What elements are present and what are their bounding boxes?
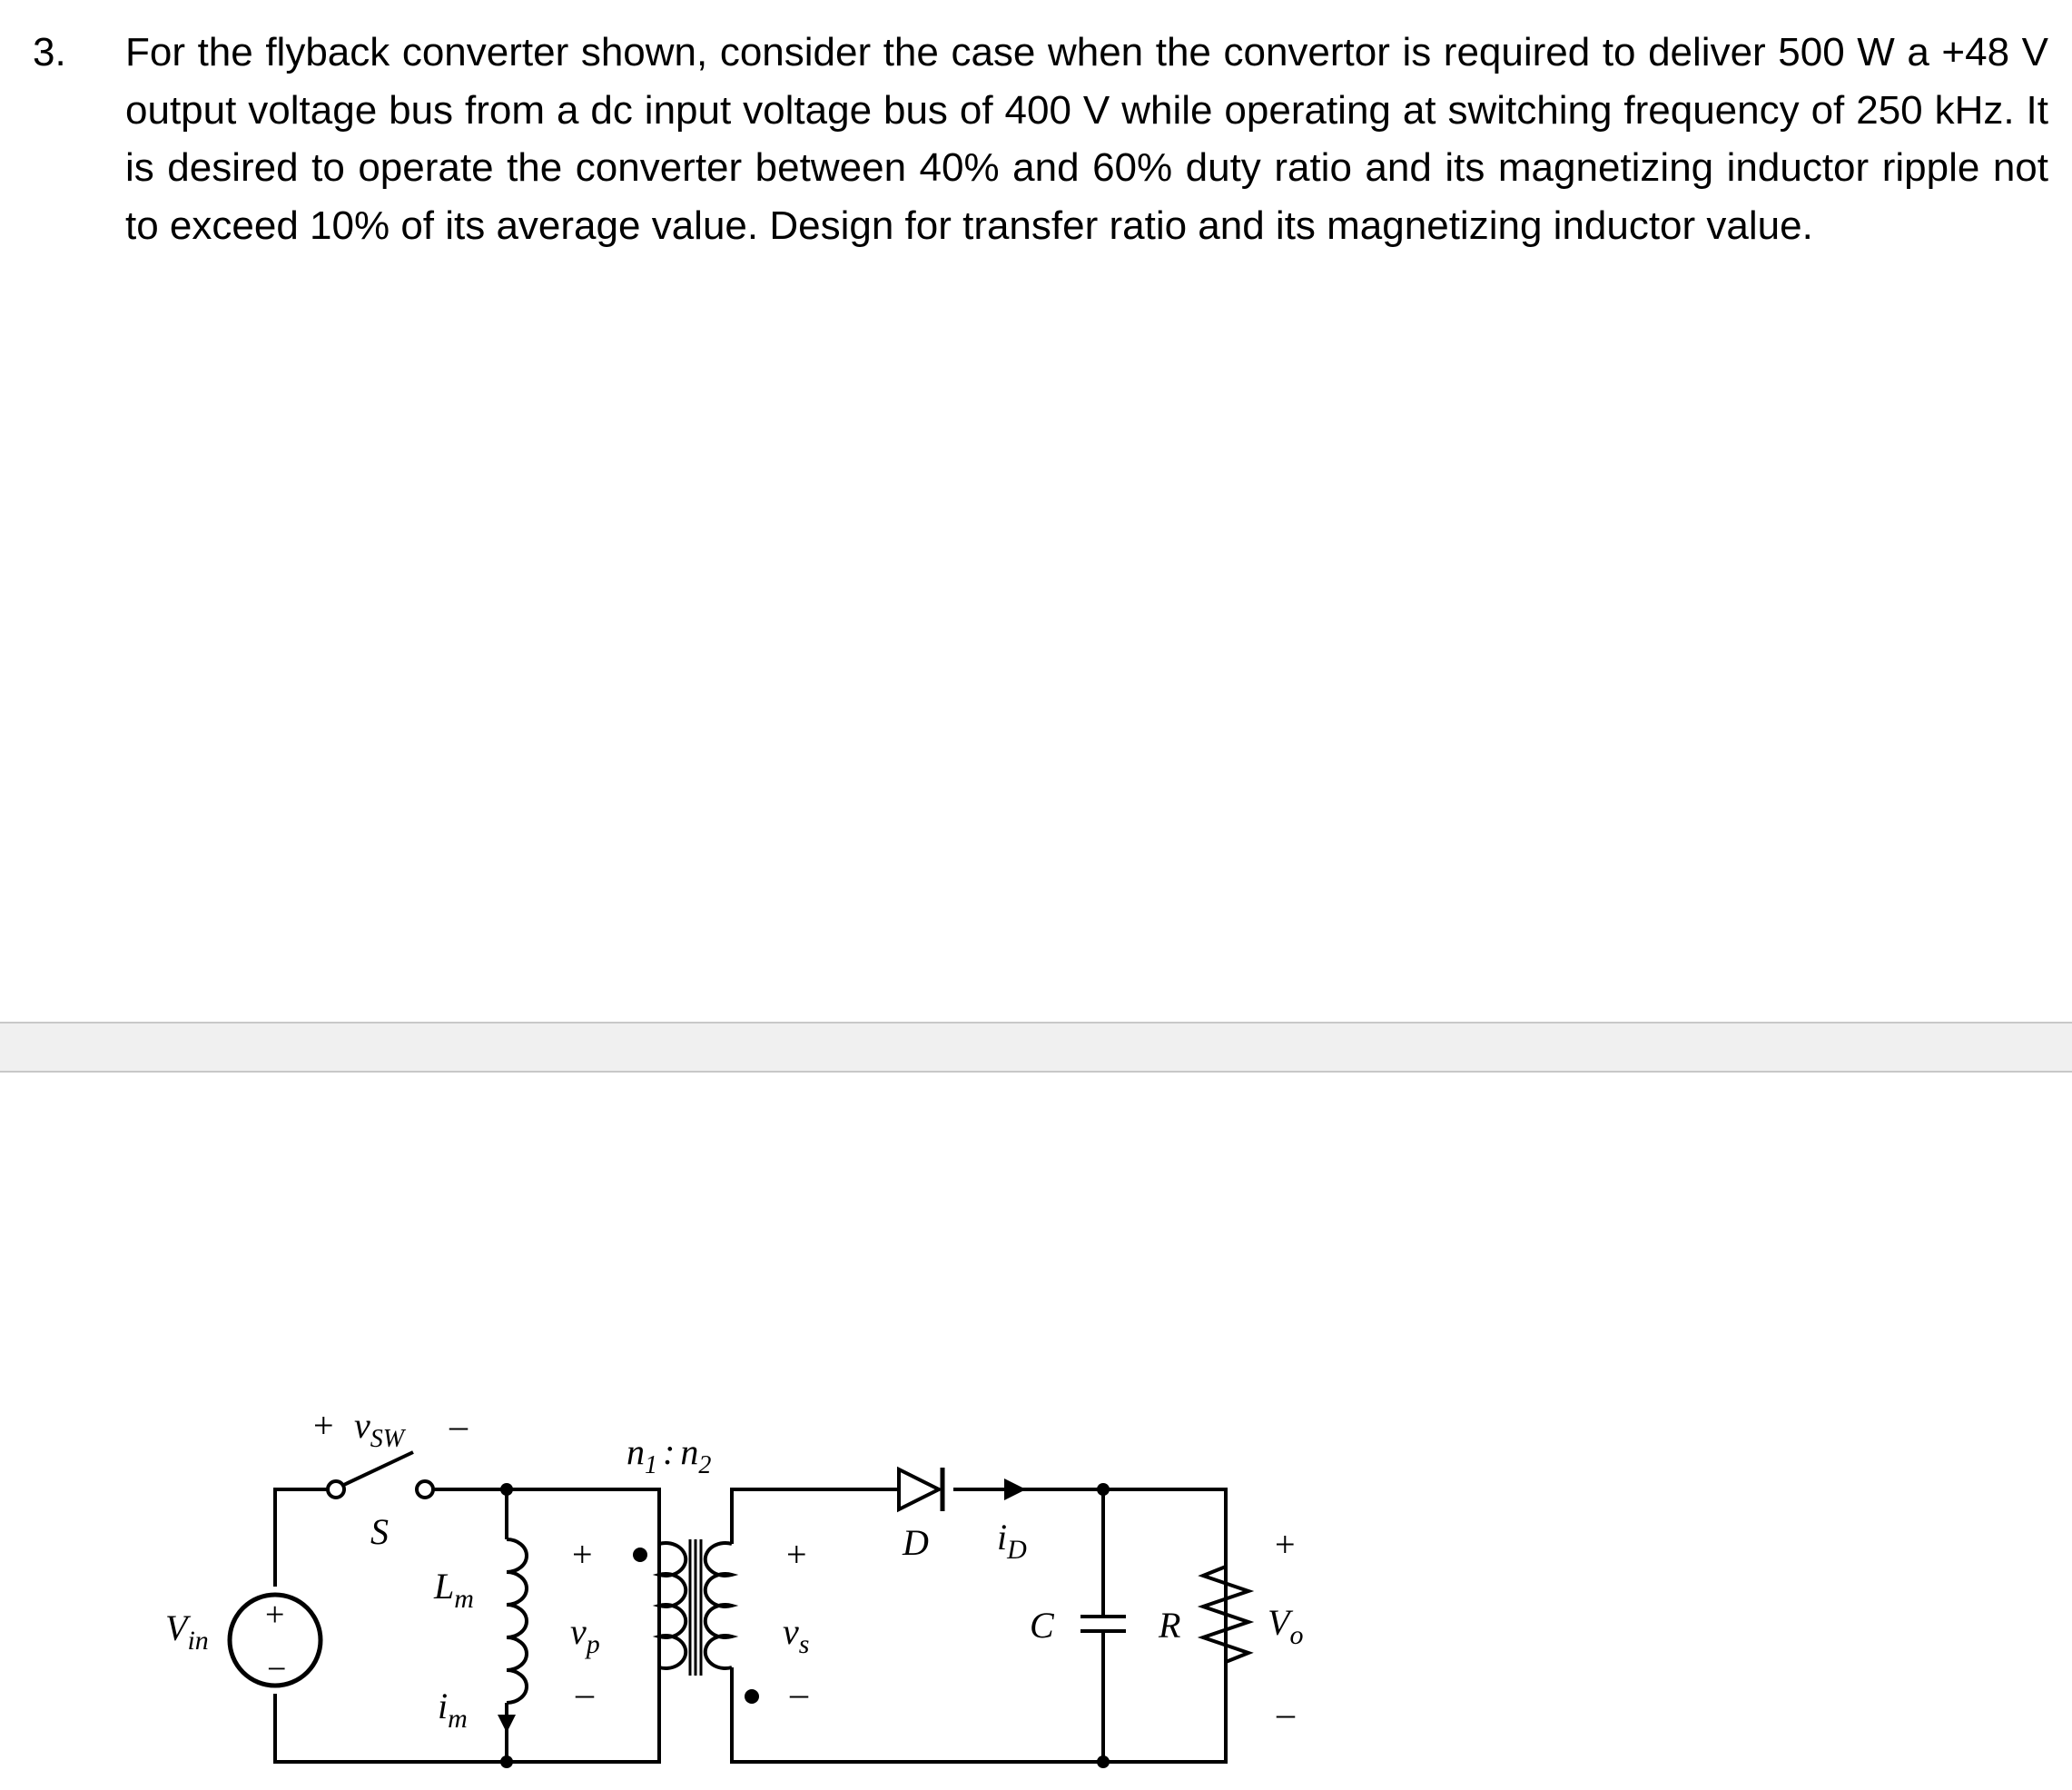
vsw-plus: + [313, 1405, 334, 1446]
wire-vin-top [275, 1489, 334, 1587]
question-text: For the flyback converter shown, consider the case when the convertor is required to deliver 500 W a +48 V output voltage bus from a dc input voltage bus of 400 V while operating at switching frequency of 250 kHz. It is desired to operate the converter between 40% and 60% duty ratio and its magnetizing inductor ripple not to exceed 10% of its average value. Design for transfer ratio and its magnetizing inductor value. [125, 30, 2048, 248]
vp-plus: + [572, 1534, 593, 1575]
resistor-label: R [1159, 1605, 1181, 1646]
circuit-schematic [0, 1362, 1362, 1790]
switch-label: S [370, 1511, 389, 1552]
diode-d [899, 1468, 942, 1511]
switch-contact-left [328, 1481, 344, 1498]
flyback-circuit-diagram [0, 1362, 1362, 1790]
vin-minus: − [267, 1650, 287, 1688]
vp-label: $v_p$ [570, 1611, 600, 1659]
capacitor-label: C [1030, 1605, 1054, 1646]
vp-minus: – [576, 1673, 594, 1714]
switch-blade [334, 1452, 413, 1489]
inductor-lm [507, 1539, 527, 1703]
circuit-labels [165, 1405, 1303, 1734]
vs-label: $v_s$ [783, 1611, 810, 1659]
transformer-secondary [705, 1543, 732, 1668]
lm-label: $L_m$ [434, 1566, 474, 1614]
im-arrow [498, 1715, 516, 1733]
question-number: 3. [33, 30, 66, 74]
vo-label: $V_o$ [1268, 1602, 1304, 1650]
vo-minus: – [1277, 1693, 1295, 1734]
transformer-core [690, 1539, 701, 1676]
page-separator [0, 1022, 2072, 1073]
wire-secondary-top [732, 1489, 899, 1544]
vs-minus: – [790, 1673, 808, 1714]
im-label: $i_m$ [438, 1686, 468, 1734]
wire-secondary-loop [732, 1489, 1226, 1762]
vsw-minus: – [449, 1405, 468, 1446]
vin-plus: + [265, 1596, 285, 1634]
diode-label: D [903, 1522, 929, 1563]
id-label: $i_D$ [997, 1517, 1027, 1565]
vsw-label: $v_{SW}$ [354, 1405, 405, 1453]
turns-ratio-label: $n_1$ : $n_2$ [627, 1431, 712, 1479]
junction-dots [500, 1483, 1110, 1768]
transformer-primary [659, 1543, 686, 1668]
vin-label: $V_{in}$ [165, 1607, 209, 1656]
vs-plus: + [786, 1534, 807, 1575]
vo-plus: + [1275, 1524, 1296, 1565]
id-arrow [1004, 1478, 1026, 1500]
switch-contact-right [417, 1481, 433, 1498]
